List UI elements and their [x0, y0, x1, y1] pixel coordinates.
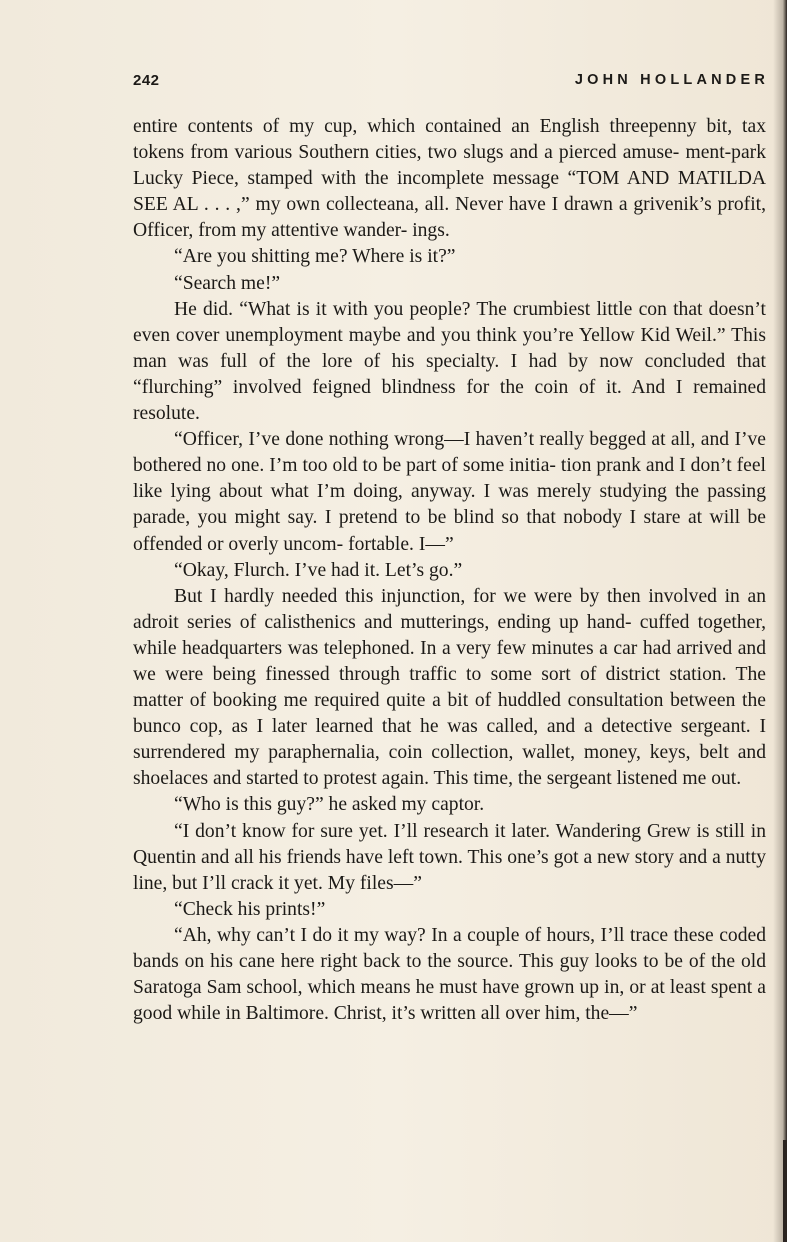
paragraph: “Are you shitting me? Where is it?” [174, 246, 456, 268]
paragraph: “I don’t know for sure yet. I’ll research it later. Wandering Grew is still in Quentin and all his friends have left town. This one’s got a new story and a nutty line, but I’ll crack it yet. My files—” [133, 820, 766, 894]
page-edge-binding [783, 1140, 787, 1242]
paragraph: “Okay, Flurch. I’ve had it. Let’s go.” [174, 559, 463, 581]
paragraph: “Who is this guy?” he asked my captor. [174, 794, 485, 816]
paragraph: “Ah, why can’t I do it my way? In a couple of hours, I’ll trace these coded bands on his cane here right back to the source. This guy looks to be of the old Saratoga Sam school, which means he must have grown up in, or at least spent a good while in Baltimore. Christ, it’s written all over him, the—” [133, 924, 766, 1025]
page-number: 242 [133, 72, 160, 89]
running-head [133, 72, 769, 94]
running-head-author: JOHN HOLLANDER [574, 72, 769, 88]
paragraph: “Officer, I’ve done nothing wrong—I haven’t really begged at all, and I’ve bothered no one. I’m too old to be part of some initia- tion prank and I don’t feel like lying about what I’m doing, anyway. I was merely studying the passing parade, you might say. I pretend to be blind so that nobody I stare at will be offended or overly uncom- fortable. I—” [133, 429, 766, 555]
paragraph: entire contents of my cup, which contained an English threepenny bit, tax tokens from various Southern cities, two slugs and a pierced amuse- ment-park Lucky Piece, stamped with the incomplete message “TOM AND MATILDA SEE AL . . . ,” my own collecteana, all. Never have I drawn a grivenik’s profit, Officer, from my attentive wander- ings. [133, 116, 766, 242]
page-edge-shadow [773, 0, 787, 1242]
paragraph: “Search me!” [174, 272, 281, 294]
body-text [133, 114, 766, 1027]
paragraph: “Check his prints!” [174, 898, 326, 920]
paragraph: He did. “What is it with you people? The crumbiest little con that doesn’t even cover unemployment maybe and you think you’re Yellow Kid Weil.” This man was full of the lore of his specialty. I had by now concluded that “flurching” involved feigned blindness for the coin of it. And I remained resolute. [133, 298, 766, 425]
paragraph: But I hardly needed this injunction, for we were by then involved in an adroit series of calisthenics and mutterings, ending up hand- cuffed together, while headquarters was telephoned. In a very few minutes a car had arrived and we were being finessed through traffic to some sort of district station. The matter of booking me required quite a bit of huddled consultation between the bunco cop, as I later learned that he was called, and a detective sergeant. I surrendered my paraphernalia, coin collection, wallet, money, keys, belt and shoelaces and started to protest again. This time, the sergeant listened me out. [133, 585, 766, 790]
